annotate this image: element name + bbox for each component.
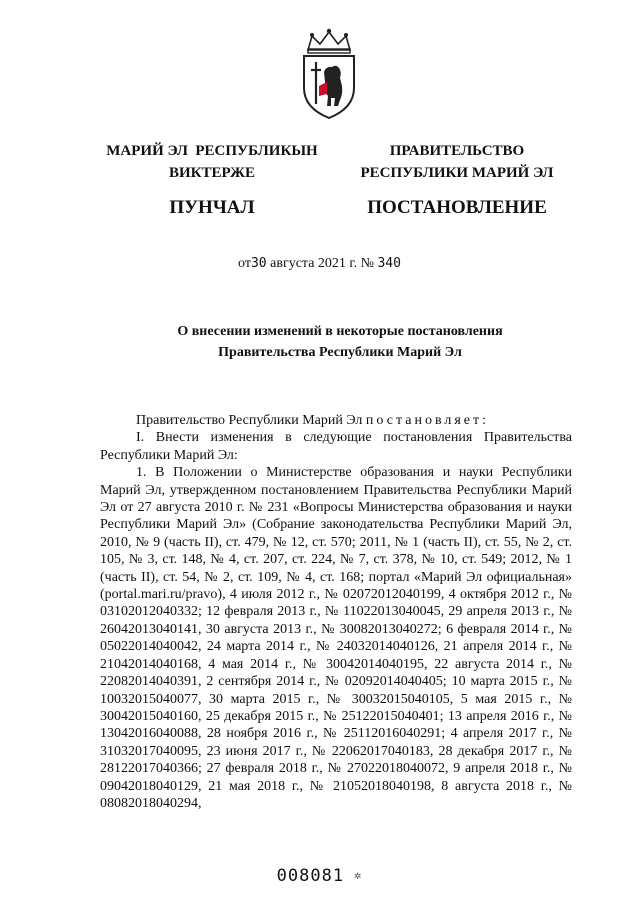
header-mari-line2: ВИКТЕРЖЕ [168,165,256,181]
header-russian-line1: ПРАВИТЕЛЬСТВО [389,143,525,159]
document-number: 340 [377,256,401,271]
item-1-1-paragraph: 1. В Положении о Министерстве образования и науки Республики Марий Эл, утвержденном постановлением Правительства Республики Марий Эл от 27 августа 2010 г. № 231 «Вопросы Министерства образования и науки Республики Марий Эл» (Собрание законодательства Республики Марий Эл, 2010, № 9 (часть II), ст. 479, № 12, ст. 570; 2011, № 1 (часть II), ст. 55, № 2, ст. 105, № 3, ст. 148, № 4, ст. 207, ст. 224, № 7, ст. 378, № 10, ст. 549; 2012, № 1 (часть II), ст. 54, № 2, ст. 109, № 4, ст. 168; портал «Марий Эл официальная» (portal.mari.ru/pravo), 4 июля 2012 г., № 02072012040199, 4 октября 2012 г., № 03102012040332; 12 февраля 2013 г., № 11022013040045, 29 апреля 2013 г., № 26042013040141, 30 августа 2013 г., № 30082013040272; 6 февраля 2014 г., № 05022014040042, 24 марта 2014 г., № 24032014040126, 21 апреля 2014 г., № 21042014040168, 4 мая 2014 г., № 30042014040195, 22 августа 2014 г., № 22082014040391, 2 сентября 2014 г., № 02092014040405; 10 марта 2015 г., № 10032015040077, 30 марта 2015 г., № 30032015040105, 5 мая 2015 г., № 30042015040160, 25 декабря 2015 г., № 25122015040401; 13 апреля 2016 г., № 13042016040088, 28 ноября 2016 г., № 25112016040291; 4 апреля 2017 г., № 31032017040095, 23 июня 2017 г., № 22062017040183, 28 декабря 2017 г., № 28122017040366; 27 февраля 2018 г., № 27022018040072, 9 апреля 2018 г., № 09042018040129, 21 мая 2018 г., № 21052018040198, 8 августа 2018 г., № 08082018040294, [100,465,572,811]
intro-lead: Правительство Республики Марий Эл [136,413,366,428]
security-mark-icon: ✲ [354,868,363,882]
doc-type-mari: ПУНЧАЛ [169,197,255,218]
title-line2: Правительства Республики Марий Эл [218,345,462,360]
date-prefix: от [238,256,251,271]
doc-type-russian: ПОСТАНОВЛЕНИЕ [367,197,547,218]
header-mari [62,140,362,222]
date-month-year: августа 2021 г. № [266,256,378,271]
intro-action: постановляет: [365,413,490,428]
header-mari-line1: МАРИЙ ЭЛ РЕСПУБЛИКЫН [106,143,318,159]
serial-number: 008081 [276,866,345,886]
intro-paragraph [100,412,572,429]
document-body [100,412,572,812]
document-title [90,321,590,363]
date-day: 30 [250,256,267,271]
form-serial-number [0,866,639,886]
header-russian [352,140,562,222]
header-russian-line2: РЕСПУБЛИКИ МАРИЙ ЭЛ [360,165,554,181]
document-date-line [0,256,639,272]
coat-of-arms-emblem-icon [296,28,362,120]
title-line1: О внесении изменений в некоторые постановления [177,324,503,339]
item-1-paragraph: I. Внести изменения в следующие постановления Правительства Республики Марий Эл: [100,430,572,463]
